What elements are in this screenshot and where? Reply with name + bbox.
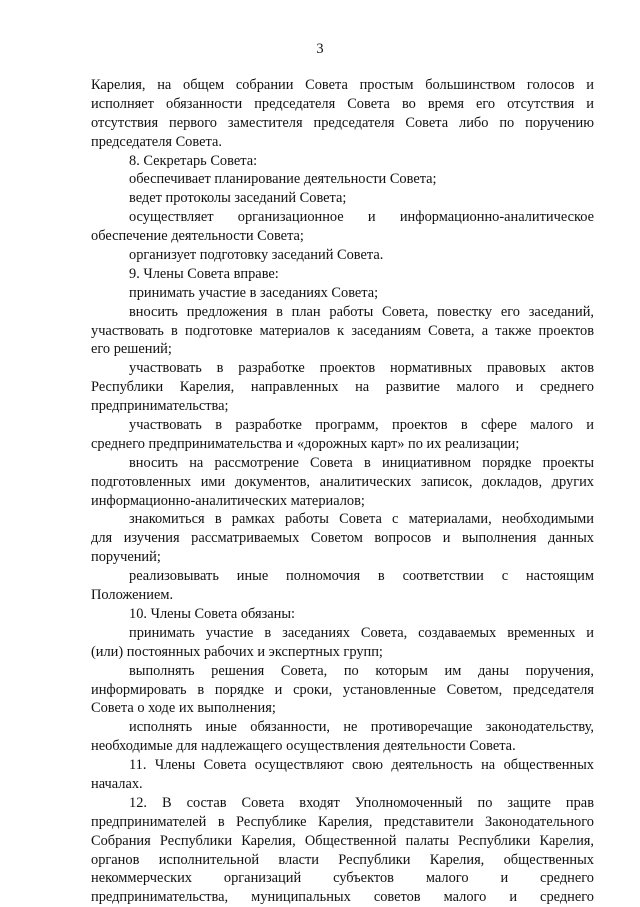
- text-line: принимать участие в заседаниях Совета;: [129, 284, 379, 301]
- text-line: ведет протоколы заседаний Совета;: [129, 190, 347, 207]
- text-line: Совета о ходе их выполнения;: [91, 700, 276, 717]
- text-line: исполняет обязанности председателя Совета во время его отсутствия и: [91, 95, 594, 112]
- text-line: подготовленных ими документов, аналитических записок, докладов, других: [91, 473, 594, 490]
- text-line: Положением.: [91, 587, 174, 604]
- page-number: 3: [316, 41, 324, 57]
- text-line: началах.: [91, 775, 143, 792]
- text-line: среднего предпринимательства и «дорожных карт» по их реализации;: [91, 435, 520, 452]
- text-line: некоммерческих организаций субъектов малого и среднего: [91, 870, 594, 887]
- text-line: знакомиться в рамках работы Совета с материалами, необходимыми: [129, 511, 594, 528]
- text-line: (или) постоянных рабочих и экспертных групп;: [91, 643, 383, 660]
- text-line: обеспечивает планирование деятельности Совета;: [129, 171, 437, 188]
- text-line: вносить предложения в план работы Совета, повестку его заседаний,: [129, 303, 594, 320]
- text-line: выполнять решения Совета, по которым им даны поручения,: [129, 662, 594, 679]
- text-line: отсутствия первого заместителя председателя Совета либо по поручению: [91, 114, 594, 131]
- document-body: [91, 76, 594, 907]
- clause-heading: 10. Члены Совета обязаны:: [129, 605, 296, 622]
- clause-heading: 9. Члены Совета вправе:: [129, 265, 279, 282]
- text-line: необходимые для надлежащего осуществления деятельности Совета.: [91, 738, 516, 755]
- text-line: информировать в порядке и сроки, установленные Советом, председателя: [91, 681, 594, 698]
- text-line: предпринимательства;: [91, 398, 229, 415]
- text-line: принимать участие в заседаниях Совета, создаваемых временных и: [129, 624, 594, 641]
- text-line: Карелия, на общем собрании Совета простым большинством голосов и: [91, 77, 594, 93]
- clause-heading: 11. Члены Совета осуществляют свою деятельность на общественных: [129, 757, 594, 774]
- text-line: участвовать в разработке программ, проектов в сфере малого и: [129, 417, 594, 434]
- text-line: Собрания Республики Карелия, Общественной палаты Республики Карелия,: [91, 832, 594, 849]
- text-line: поручений;: [91, 549, 161, 566]
- clause-heading: 8. Секретарь Совета:: [129, 152, 258, 169]
- text-line: осуществляет организационное и информационно-аналитическое: [129, 209, 594, 226]
- text-line: участвовать в подготовке материалов к заседаниям Совета, а также проектов: [91, 322, 594, 339]
- text-line: предпринимательства, муниципальных советов малого и среднего: [91, 889, 594, 906]
- text-line: для изучения рассматриваемых Советом вопросов и выполнения данных: [91, 530, 594, 547]
- text-line: Республики Карелия, направленных на развитие малого и среднего: [91, 379, 594, 396]
- text-line: предпринимателей в Республике Карелия, представители Законодательного: [91, 813, 594, 830]
- text-line: организует подготовку заседаний Совета.: [129, 247, 384, 264]
- text-line: его решений;: [91, 341, 172, 358]
- text-line: исполнять иные обязанности, не противоречащие законодательству,: [129, 719, 594, 736]
- clause-heading: 12. В состав Совета входят Уполномоченный по защите прав: [129, 794, 594, 811]
- text-line: органов исполнительной власти Республики Карелия, общественных: [91, 851, 594, 868]
- text-line: обеспечение деятельности Совета;: [91, 228, 304, 245]
- text-line: информационно-аналитических материалов;: [91, 492, 365, 509]
- text-line: вносить на рассмотрение Совета в инициативном порядке проекты: [129, 454, 594, 471]
- text-line: реализовывать иные полномочия в соответствии с настоящим: [129, 568, 594, 585]
- text-line: участвовать в разработке проектов нормативных правовых актов: [129, 360, 594, 377]
- text-line: председателя Совета.: [91, 133, 222, 150]
